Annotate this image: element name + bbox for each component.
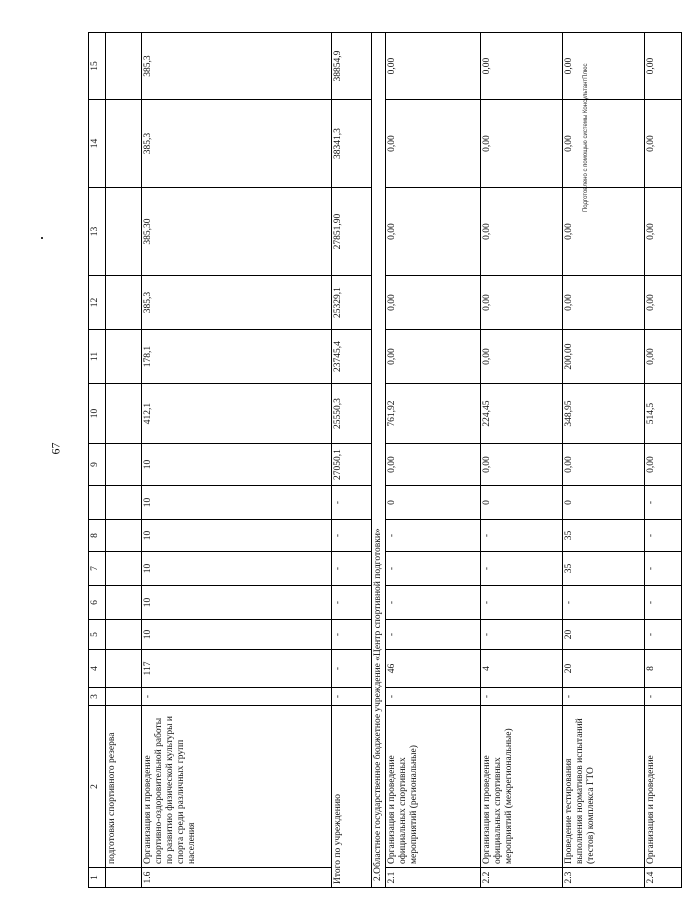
table-cell: Организация и проведение официальных спортивных мероприятий (межрегиональные): [481, 706, 563, 868]
table-cell: -: [332, 486, 372, 520]
total-label: Итого по учреждению: [332, 706, 372, 888]
table-cell: 0,00: [386, 444, 481, 486]
column-header: [89, 486, 106, 520]
table-cell: -: [645, 552, 682, 586]
column-header: 8: [89, 520, 106, 552]
table-cell: 8: [645, 650, 682, 688]
column-header: 7: [89, 552, 106, 586]
table-cell: 0,00: [645, 100, 682, 188]
table-cell: -: [332, 650, 372, 688]
table-cell: Организация и проведение спортивно-оздоровительной работы по развитию физической культуры и спорта среди различных групп населения: [142, 706, 332, 868]
table-cell: [106, 868, 142, 888]
table-cell: 385,30: [142, 188, 332, 276]
table-cell: 348,95: [563, 384, 645, 444]
table-body: [89, 33, 682, 888]
table-cell: 0,00: [645, 276, 682, 330]
table-cell: -: [332, 620, 372, 650]
table-cell: 0,00: [563, 100, 645, 188]
table-cell: [106, 384, 142, 444]
page-number: 67: [48, 442, 63, 455]
table-cell: [106, 520, 142, 552]
table-cell: 761,92: [386, 384, 481, 444]
column-header: 10: [89, 384, 106, 444]
table-cell: [106, 33, 142, 100]
column-header: 1: [89, 868, 106, 888]
table-cell: [106, 650, 142, 688]
table-cell: -: [332, 586, 372, 620]
table-cell: 23745,4: [332, 330, 372, 384]
table-cell: 25329,1: [332, 276, 372, 330]
table-row: [645, 33, 682, 888]
table-cell: 0,00: [563, 33, 645, 100]
section-title: 2.Областное государственное бюджетное учреждение «Центр спортивной подготовки»: [372, 33, 386, 888]
table-cell: 35: [563, 520, 645, 552]
table-cell: 178,1: [142, 330, 332, 384]
table-cell: -: [481, 520, 563, 552]
table-cell: 0,00: [645, 444, 682, 486]
table-cell: 10: [142, 444, 332, 486]
table-cell: -: [386, 688, 481, 706]
table-cell: 0,00: [386, 100, 481, 188]
table-cell: [106, 586, 142, 620]
table-cell: 25550,3: [332, 384, 372, 444]
table-cell: 0: [481, 486, 563, 520]
table-cell: 412,1: [142, 384, 332, 444]
table-cell: Организация и проведение официальных спортивных мероприятий (региональные): [386, 706, 481, 868]
table-cell: 385,3: [142, 276, 332, 330]
table-cell: 0,00: [645, 330, 682, 384]
table-cell: -: [386, 586, 481, 620]
table-cell: -: [645, 688, 682, 706]
scan-dot: [41, 237, 43, 239]
table-cell: 0,00: [563, 276, 645, 330]
table-cell: 27050,1: [332, 444, 372, 486]
table-cell: 0,00: [481, 330, 563, 384]
column-header: 9: [89, 444, 106, 486]
table-cell: -: [563, 586, 645, 620]
table-cell: 4: [481, 650, 563, 688]
budget-table: [88, 32, 682, 888]
section-row: [372, 33, 386, 888]
table-cell: -: [481, 620, 563, 650]
table-cell: [106, 552, 142, 586]
table-cell: 0,00: [386, 188, 481, 276]
table-cell: 0,00: [386, 330, 481, 384]
table-cell: -: [481, 688, 563, 706]
table-row: [481, 33, 563, 888]
table-row: [142, 33, 332, 888]
column-header: 5: [89, 620, 106, 650]
table-cell: 385,3: [142, 33, 332, 100]
table-cell: 514,5: [645, 384, 682, 444]
table-cell: 0,00: [481, 444, 563, 486]
column-header: 4: [89, 650, 106, 688]
table-cell: [106, 276, 142, 330]
column-header: 13: [89, 188, 106, 276]
column-header: 2: [89, 706, 106, 868]
table-cell: 2.2: [481, 868, 563, 888]
table-cell: -: [563, 688, 645, 706]
table-cell: 224,45: [481, 384, 563, 444]
table-cell: 10: [142, 620, 332, 650]
table-cell: 200,00: [563, 330, 645, 384]
column-header: 11: [89, 330, 106, 384]
table-cell: 0,00: [386, 276, 481, 330]
table-cell: [106, 620, 142, 650]
table-cell: Проведение тестирования выполнения нормативов испытаний (тестов) комплекса ГТО: [563, 706, 645, 868]
table-cell: 10: [142, 586, 332, 620]
table-cell: 0,00: [563, 444, 645, 486]
table-cell: 385,3: [142, 100, 332, 188]
table-cell: 2.4: [645, 868, 682, 888]
table-row: [563, 33, 645, 888]
table-cell: 46: [386, 650, 481, 688]
table-cell: 2.3: [563, 868, 645, 888]
column-header: 12: [89, 276, 106, 330]
table-cell: -: [332, 520, 372, 552]
table-cell: [106, 188, 142, 276]
table-cell: 10: [142, 486, 332, 520]
table-cell: -: [481, 586, 563, 620]
table-cell: -: [386, 520, 481, 552]
table-cell: -: [332, 688, 372, 706]
table-cell: 10: [142, 552, 332, 586]
header-row: [89, 33, 106, 888]
table-cell: 27851,90: [332, 188, 372, 276]
table-cell: 2.1: [386, 868, 481, 888]
table-cell: -: [481, 552, 563, 586]
table-cell: [106, 444, 142, 486]
table-cell: 0: [563, 486, 645, 520]
table-cell: -: [645, 620, 682, 650]
table-cell: -: [645, 520, 682, 552]
column-header: 14: [89, 100, 106, 188]
table-cell: -: [645, 586, 682, 620]
table-cell: [106, 486, 142, 520]
table-cell: подготовки спортивного резерва: [106, 706, 142, 868]
table-cell: 0,00: [481, 276, 563, 330]
table-cell: [106, 688, 142, 706]
column-header: 3: [89, 688, 106, 706]
table-cell: 0,00: [481, 188, 563, 276]
table-row: [332, 33, 372, 888]
column-header: 6: [89, 586, 106, 620]
table-cell: 20: [563, 650, 645, 688]
table-cell: -: [386, 552, 481, 586]
column-header: 15: [89, 33, 106, 100]
table-row: [106, 33, 142, 888]
table-cell: 117: [142, 650, 332, 688]
table-cell: 0,00: [481, 33, 563, 100]
table-cell: 0,00: [386, 33, 481, 100]
table-cell: 10: [142, 520, 332, 552]
table-cell: -: [142, 688, 332, 706]
table-cell: 1.6: [142, 868, 332, 888]
table-cell: 0,00: [563, 188, 645, 276]
table-cell: 0,00: [645, 188, 682, 276]
table-cell: -: [332, 552, 372, 586]
table-cell: 0: [386, 486, 481, 520]
table-row: [386, 33, 481, 888]
table-cell: -: [645, 486, 682, 520]
table-cell: 0,00: [481, 100, 563, 188]
table-cell: 38341,3: [332, 100, 372, 188]
table-cell: 0,00: [645, 33, 682, 100]
table-cell: -: [386, 620, 481, 650]
footer-stamp: Подготовлено с помощью системы КонсультантПлюс: [583, 63, 589, 212]
table-cell: [106, 330, 142, 384]
table-cell: Организация и проведение: [645, 706, 682, 868]
table-cell: 35: [563, 552, 645, 586]
table-cell: 38854,9: [332, 33, 372, 100]
table-cell: 20: [563, 620, 645, 650]
table-cell: [106, 100, 142, 188]
